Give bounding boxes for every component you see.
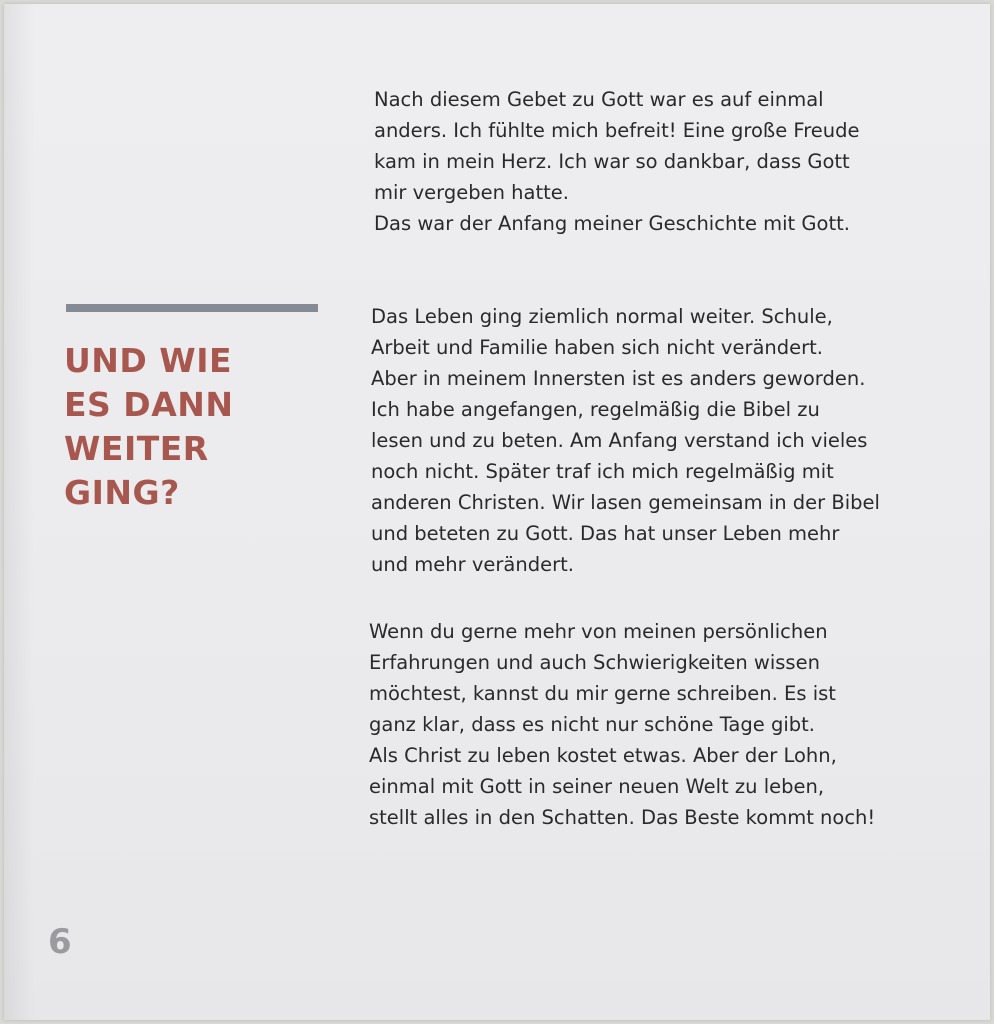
text-line: Erfahrungen und auch Schwierigkeiten wissen [369,651,820,674]
text-line: Wenn du gerne mehr von meinen persönlichen [369,620,828,643]
section-divider-bar [66,304,318,312]
page-number: 6 [48,922,72,962]
text-line: Das war der Anfang meiner Geschichte mit Gott. [374,212,850,235]
text-line: und mehr verändert. [371,553,574,576]
paragraph-prayer-result [374,84,934,239]
text-line: Das Leben ging ziemlich normal weiter. Schule, [371,305,833,328]
text-line: noch nicht. Später traf ich mich regelmäßig mit [371,460,834,483]
text-line: Arbeit und Familie haben sich nicht verändert. [371,336,824,359]
paragraph-write-to-me [369,616,929,833]
text-line: Nach diesem Gebet zu Gott war es auf einmal [374,88,824,111]
section-heading [64,339,233,515]
text-line: und beteten zu Gott. Das hat unser Leben mehr [371,522,840,545]
text-line: mir vergeben hatte. [374,181,569,204]
text-line: Aber in meinem Innersten ist es anders geworden. [371,367,866,390]
text-line: Ich habe angefangen, regelmäßig die Bibel zu [371,398,820,421]
heading-line: WEITER [64,429,209,468]
text-line: ganz klar, dass es nicht nur schöne Tage gibt. [369,713,815,736]
text-line: lesen und zu beten. Am Anfang verstand ich vieles [371,429,868,452]
text-line: Als Christ zu leben kostet etwas. Aber der Lohn, [369,744,837,767]
text-line: stellt alles in den Schatten. Das Beste kommt noch! [369,806,876,829]
heading-line: ES DANN [64,385,234,424]
heading-line: UND WIE [64,341,233,380]
page-fold-shadow [4,4,34,1020]
text-line: anderen Christen. Wir lasen gemeinsam in der Bibel [371,491,880,514]
paragraph-life-continued [371,301,931,580]
booklet-page [4,4,990,1020]
text-line: möchtest, kannst du mir gerne schreiben. Es ist [369,682,836,705]
text-line: kam in mein Herz. Ich war so dankbar, dass Gott [374,150,850,173]
text-line: einmal mit Gott in seiner neuen Welt zu leben, [369,775,825,798]
text-line: anders. Ich fühlte mich befreit! Eine große Freude [374,119,860,142]
heading-line: GING? [64,473,180,512]
